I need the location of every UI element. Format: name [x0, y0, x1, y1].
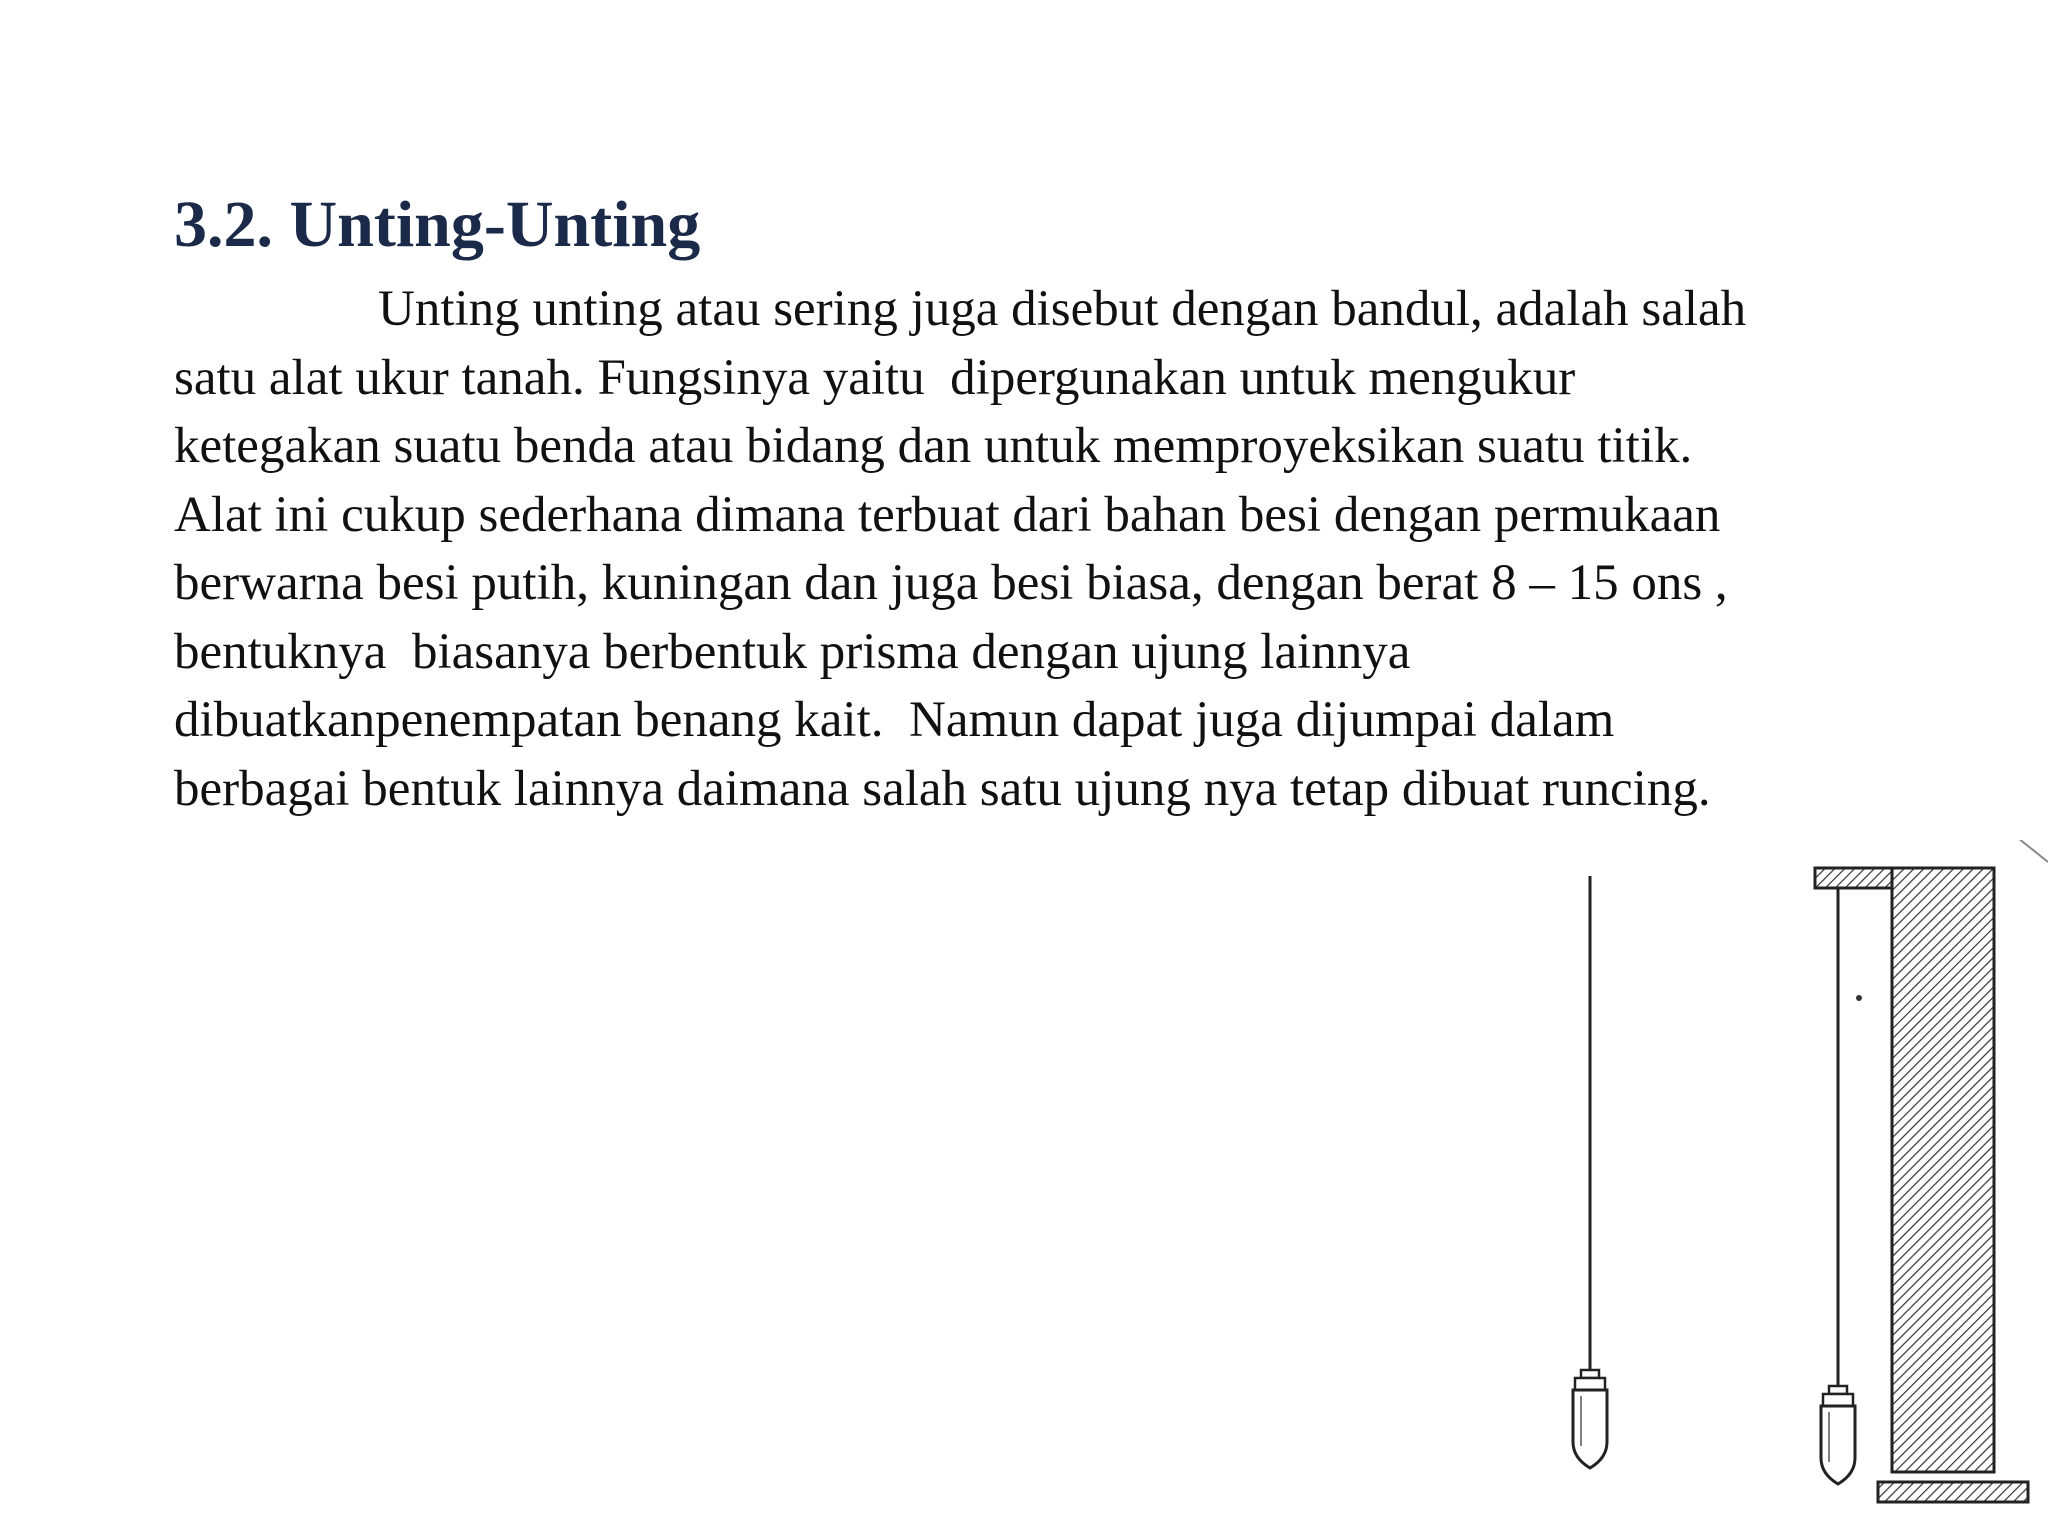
section-heading: 3.2. Unting-Unting — [174, 188, 701, 261]
paragraph-line: Alat ini cukup sederhana dimana terbuat dari bahan besi dengan permukaan — [174, 486, 1721, 543]
body-paragraph — [174, 275, 1974, 823]
paragraph-line: satu alat ukur tanah. Fungsinya yaitu dipergunakan untuk mengukur — [174, 349, 1576, 406]
column-base — [1878, 1482, 2028, 1502]
paragraph-line: Unting unting atau sering juga disebut dengan bandul, adalah salah — [378, 281, 1747, 337]
paragraph-line: dibuatkanpenempatan benang kait. Namun dapat juga dijumpai dalam — [174, 692, 1615, 748]
plumb-bob-body — [1573, 1390, 1607, 1468]
free-plumb-bob — [1573, 876, 1607, 1468]
hatched-column — [1892, 868, 1994, 1472]
paragraph-line: bentuknya biasanya berbentuk prisma dengan ujung lainnya — [174, 623, 1411, 680]
column-plumb-bob — [1815, 840, 2048, 1502]
plumb-bob-neck — [1823, 1394, 1853, 1406]
top-bracket — [1815, 868, 1895, 888]
plumb-bob-illustration — [1540, 840, 2048, 1536]
paragraph-line: ketegakan suatu benda atau bidang dan untuk memproyeksikan suatu titik. — [174, 418, 1693, 474]
plumb-bob-body — [1821, 1406, 1855, 1484]
paragraph-line: berbagai bentuk lainnya daimana salah satu ujung nya tetap dibuat runcing. — [174, 760, 1711, 817]
plumb-bob-neck — [1575, 1378, 1605, 1390]
paragraph-line: berwarna besi putih, kuningan dan juga besi biasa, dengan berat 8 – 15 ons , — [174, 555, 1728, 611]
